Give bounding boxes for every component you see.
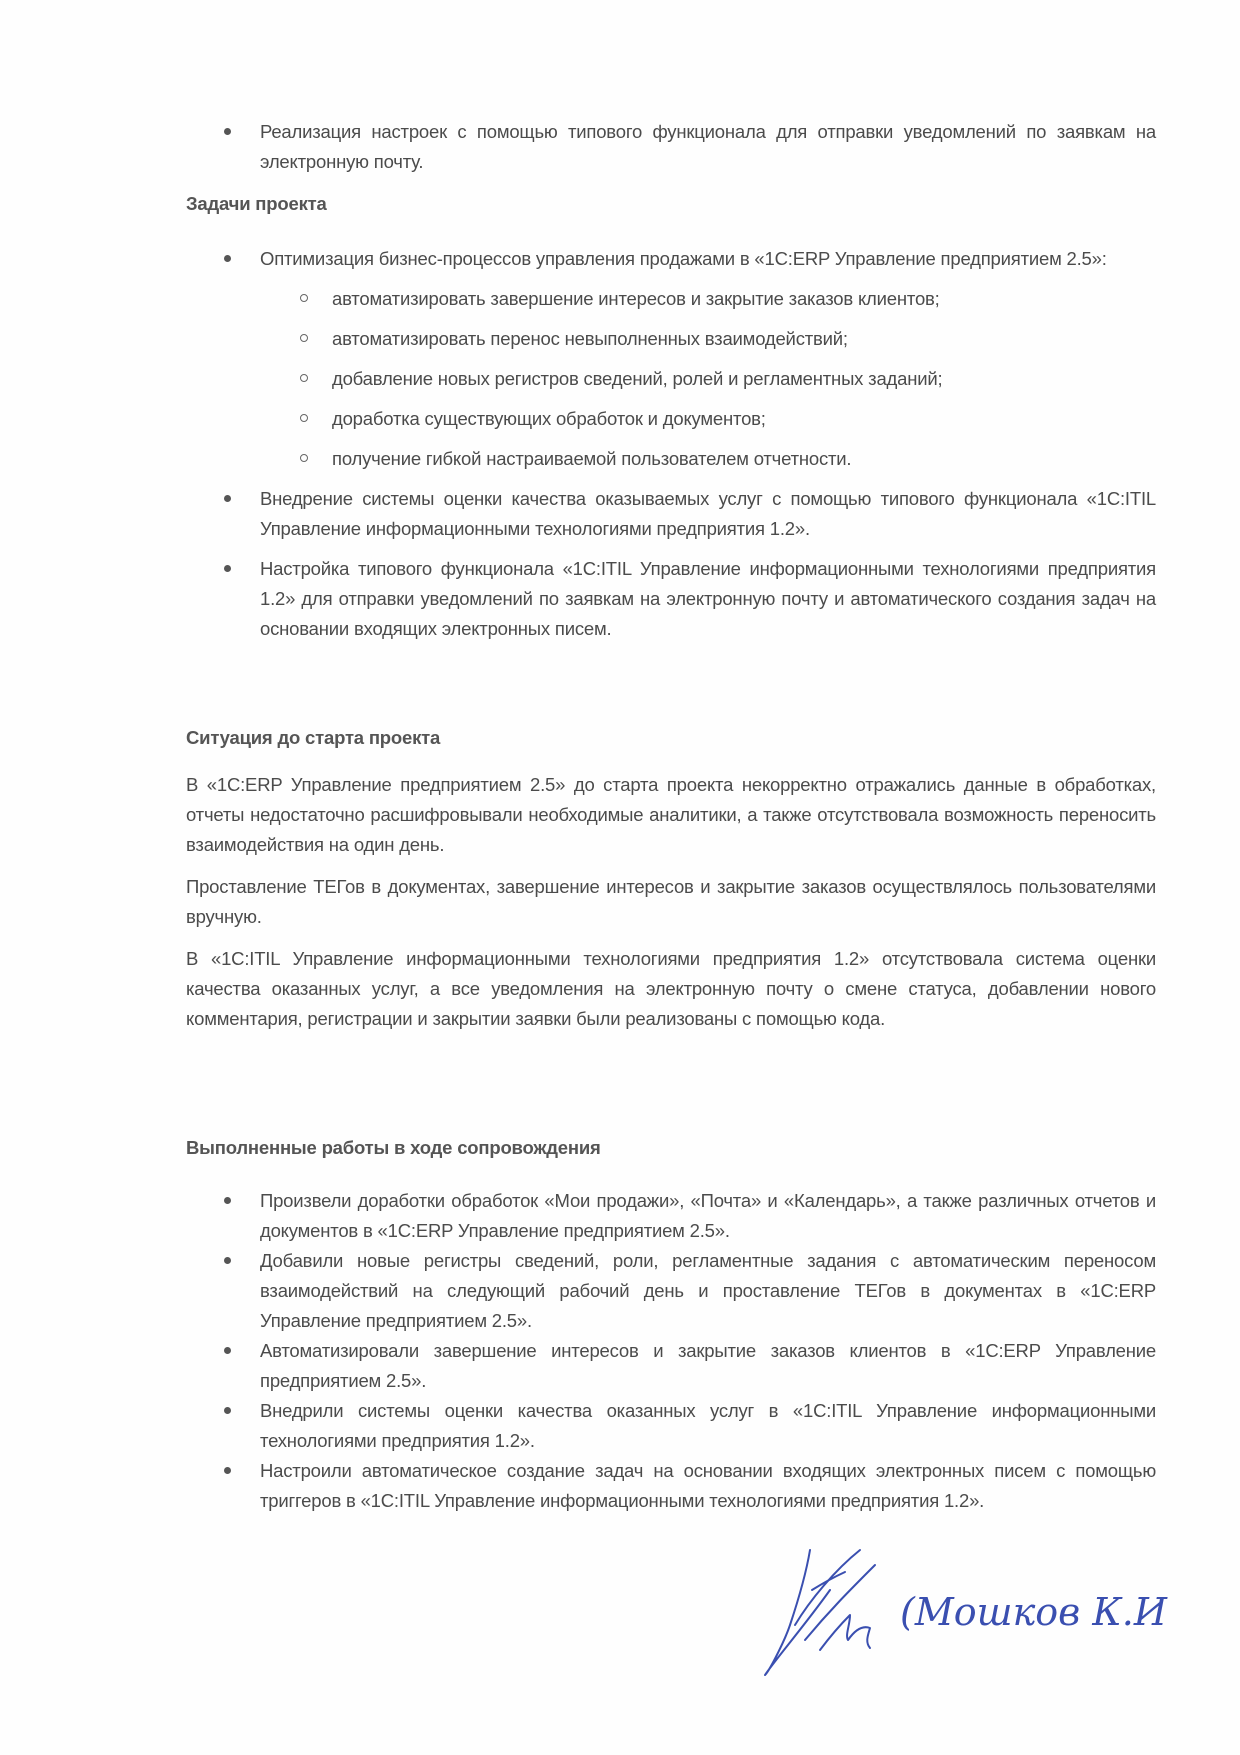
situation-heading: Ситуация до старта проекта xyxy=(186,727,441,748)
list-item xyxy=(186,1246,1156,1336)
tasks-list xyxy=(186,244,1156,644)
list-item xyxy=(186,1456,1156,1516)
work-text: Произвели доработки обработок «Мои продажи», «Почта» и «Календарь», а также различных отчетов и документов в «1С:ERP Управление предприятием 2.5». xyxy=(260,1190,1156,1241)
situation-paragraph: Проставление ТЕГов в документах, завершение интересов и закрытие заказов осуществлялось пользователями вручную. xyxy=(186,876,1156,927)
list-item xyxy=(186,484,1156,544)
situation-paragraph: В «1С:ERP Управление предприятием 2.5» до старта проекта некорректно отражались данные в обработках, отчеты недостаточно расшифровывали необходимые аналитики, а также отсутствовала возможность переносить взаимодействия на один день. xyxy=(186,774,1156,855)
bullet-dot-icon xyxy=(224,495,231,502)
subitem-text: добавление новых регистров сведений, ролей и регламентных заданий; xyxy=(332,368,943,389)
work-text: Внедрили системы оценки качества оказанных услуг в «1С:ITIL Управление информационными технологиями предприятия 1.2». xyxy=(260,1400,1156,1451)
intro-bullet-text: Реализация настроек с помощью типового функционала для отправки уведомлений по заявкам на электронную почту. xyxy=(260,121,1156,172)
signature-name: (Мошков К.И.) xyxy=(900,1590,1170,1634)
list-item xyxy=(186,1186,1156,1246)
tasks-heading: Задачи проекта xyxy=(186,193,327,214)
bullet-dot-icon xyxy=(224,1257,231,1264)
list-item xyxy=(186,117,1156,177)
list-item xyxy=(186,244,1156,474)
works-list xyxy=(186,1186,1156,1516)
situation-body xyxy=(186,770,1156,1034)
task-text: Настройка типового функционала «1С:ITIL Управление информационными технологиями предприятия 1.2» для отправки уведомлений по заявкам на электронную почту и автоматического создания задач на основании входящих электронных писем. xyxy=(260,558,1156,639)
task-text: Оптимизация бизнес-процессов управления продажами в «1С:ERP Управление предприятием 2.5»: xyxy=(260,248,1107,269)
list-item xyxy=(186,1396,1156,1456)
subitem-text: автоматизировать перенос невыполненных взаимодействий; xyxy=(332,328,848,349)
circle-bullet-icon xyxy=(300,414,308,422)
situation-paragraph: В «1С:ITIL Управление информационными технологиями предприятия 1.2» отсутствовала система оценки качества оказанных услуг, а все уведомления на электронную почту о смене статуса, добавлении нового комментария, регистрации и закрытии заявки были реализованы с помощью кода. xyxy=(186,948,1156,1029)
work-text: Настроили автоматическое создание задач на основании входящих электронных писем с помощью триггеров в «1С:ITIL Управление информационными технологиями предприятия 1.2». xyxy=(260,1460,1156,1511)
bullet-dot-icon xyxy=(224,565,231,572)
signature-scribble-icon xyxy=(750,1530,1170,1680)
works-heading: Выполненные работы в ходе сопровождения xyxy=(186,1137,601,1158)
sublist-item xyxy=(186,404,1156,434)
work-text: Добавили новые регистры сведений, роли, регламентные задания с автоматическим переносом взаимодействий на следующий рабочий день и проставление ТЕГов в документах в «1С:ERP Управление предприятием 2.5». xyxy=(260,1250,1156,1331)
bullet-dot-icon xyxy=(224,1197,231,1204)
signature xyxy=(750,1530,1170,1680)
task-sublist xyxy=(186,284,1156,474)
bullet-dot-icon xyxy=(224,255,231,262)
bullet-dot-icon xyxy=(224,1347,231,1354)
circle-bullet-icon xyxy=(300,374,308,382)
circle-bullet-icon xyxy=(300,454,308,462)
bullet-dot-icon xyxy=(224,1467,231,1474)
subitem-text: получение гибкой настраиваемой пользователем отчетности. xyxy=(332,448,852,469)
list-item xyxy=(186,1336,1156,1396)
sublist-item xyxy=(186,324,1156,354)
circle-bullet-icon xyxy=(300,294,308,302)
circle-bullet-icon xyxy=(300,334,308,342)
subitem-text: автоматизировать завершение интересов и закрытие заказов клиентов; xyxy=(332,288,940,309)
bullet-dot-icon xyxy=(224,128,231,135)
sublist-item xyxy=(186,444,1156,474)
sublist-item xyxy=(186,364,1156,394)
subitem-text: доработка существующих обработок и документов; xyxy=(332,408,766,429)
intro-list xyxy=(186,117,1156,177)
task-text: Внедрение системы оценки качества оказываемых услуг с помощью типового функционала «1С:ITIL Управление информационными технологиями предприятия 1.2». xyxy=(260,488,1156,539)
work-text: Автоматизировали завершение интересов и закрытие заказов клиентов в «1С:ERP Управление предприятием 2.5». xyxy=(260,1340,1156,1391)
bullet-dot-icon xyxy=(224,1407,231,1414)
list-item xyxy=(186,554,1156,644)
sublist-item xyxy=(186,284,1156,314)
